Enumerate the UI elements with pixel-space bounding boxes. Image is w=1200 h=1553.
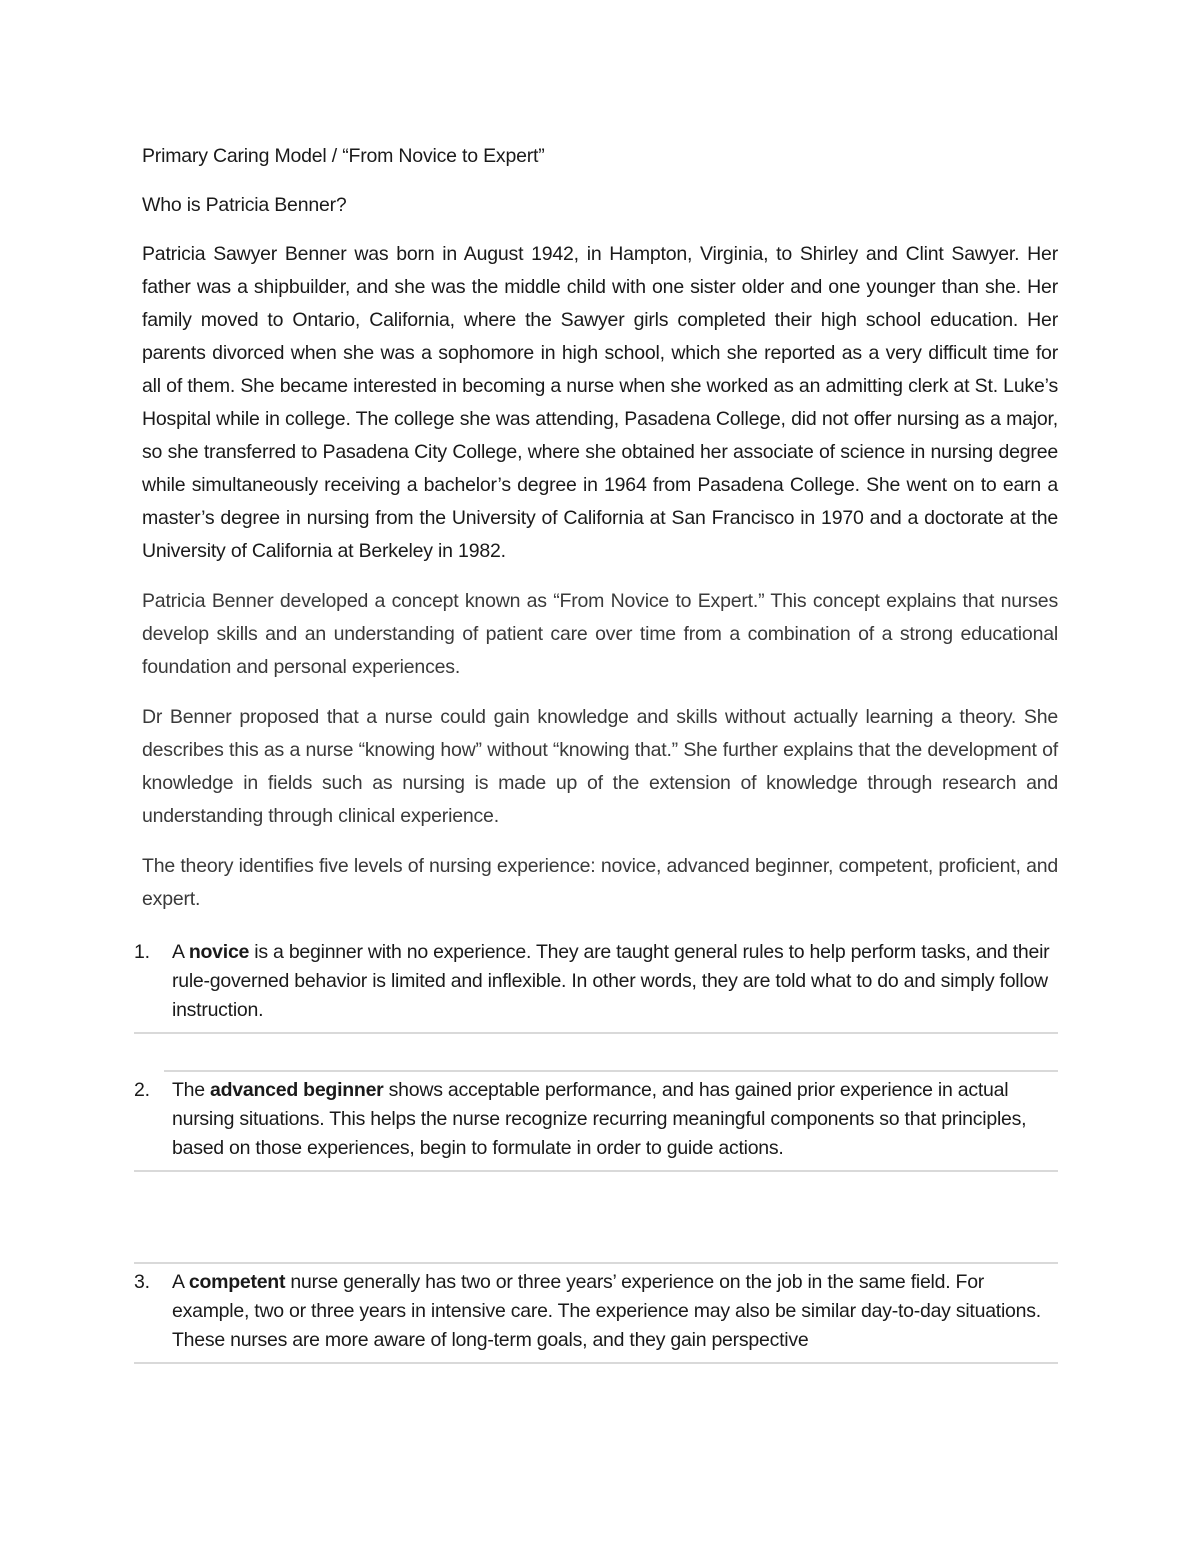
divider — [134, 1262, 1058, 1264]
section-heading: Who is Patricia Benner? — [142, 194, 347, 216]
levels-intro-paragraph: The theory identifies five levels of nursing experience: novice, advanced beginner, competent, proficient, and expert. — [142, 855, 1058, 910]
divider — [134, 1032, 1058, 1034]
list-item-competent — [134, 1268, 1058, 1355]
theory-paragraph: Dr Benner proposed that a nurse could gain knowledge and skills without actually learning a theory. She describes this as a nurse “knowing how” without “knowing that.” She further explains that the development of knowledge in fields such as nursing is made up of the extension of knowledge through research and understanding through clinical experience. — [142, 706, 1058, 827]
concept-paragraph: Patricia Benner developed a concept known as “From Novice to Expert.” This concept explains that nurses develop skills and an understanding of patient care over time from a combination of a strong educational foundation and personal experiences. — [142, 590, 1058, 678]
term-competent: competent — [188, 1271, 286, 1293]
list-number: 1. — [134, 941, 150, 963]
biography-paragraph: Patricia Sawyer Benner was born in August 1942, in Hampton, Virginia, to Shirley and Clint Sawyer. Her father was a shipbuilder, and she was the middle child with one sister older and one younger than she. Her family moved to Ontario, California, where the Sawyer girls completed their high school education. Her parents divorced when she was a sophomore in high school, which she reported as a very difficult time for all of them. She became interested in becoming a nurse when she worked as an admitting clerk at St. Luke’s Hospital while in college. The college she was attending, Pasadena College, did not offer nursing as a major, so she transferred to Pasadena City College, where she obtained her associate of science in nursing degree while simultaneously receiving a bachelor’s degree in 1964 from Pasadena College. She went on to earn a master’s degree in nursing from the University of California at San Francisco in 1970 and a doctorate at the University of California at Berkeley in 1982. — [142, 243, 1058, 562]
divider — [134, 1170, 1058, 1172]
list-item-advanced-beginner — [134, 1076, 1058, 1163]
term-novice: novice — [188, 941, 250, 963]
term-advanced-beginner: advanced beginner — [210, 1079, 384, 1101]
divider — [134, 1362, 1058, 1364]
list-lead: A — [172, 941, 189, 963]
list-lead: A — [172, 1271, 189, 1293]
list-text: is a beginner with no experience. They are taught general rules to help perform tasks, and their rule-governed behavior is limited and inflexible. In other words, they are told what to do and simply follow instruction. — [172, 941, 1050, 1021]
list-number: 3. — [134, 1271, 150, 1293]
list-number: 2. — [134, 1079, 150, 1101]
list-item-novice — [134, 938, 1058, 1025]
document-page — [134, 140, 1058, 1364]
document-title: Primary Caring Model / “From Novice to Expert” — [142, 145, 545, 167]
list-text: nurse generally has two or three years’ experience on the job in the same field. For example, two or three years in intensive care. The experience may also be similar day-to-day situations. These nurses are more aware of long-term goals, and they gain perspective — [172, 1271, 1041, 1351]
list-text: shows acceptable performance, and has gained prior experience in actual nursing situations. This helps the nurse recognize recurring meaningful components so that principles, based on those experiences, begin to formulate in order to guide actions. — [172, 1079, 1027, 1159]
list-lead: The — [172, 1079, 211, 1101]
divider — [164, 1070, 1058, 1072]
